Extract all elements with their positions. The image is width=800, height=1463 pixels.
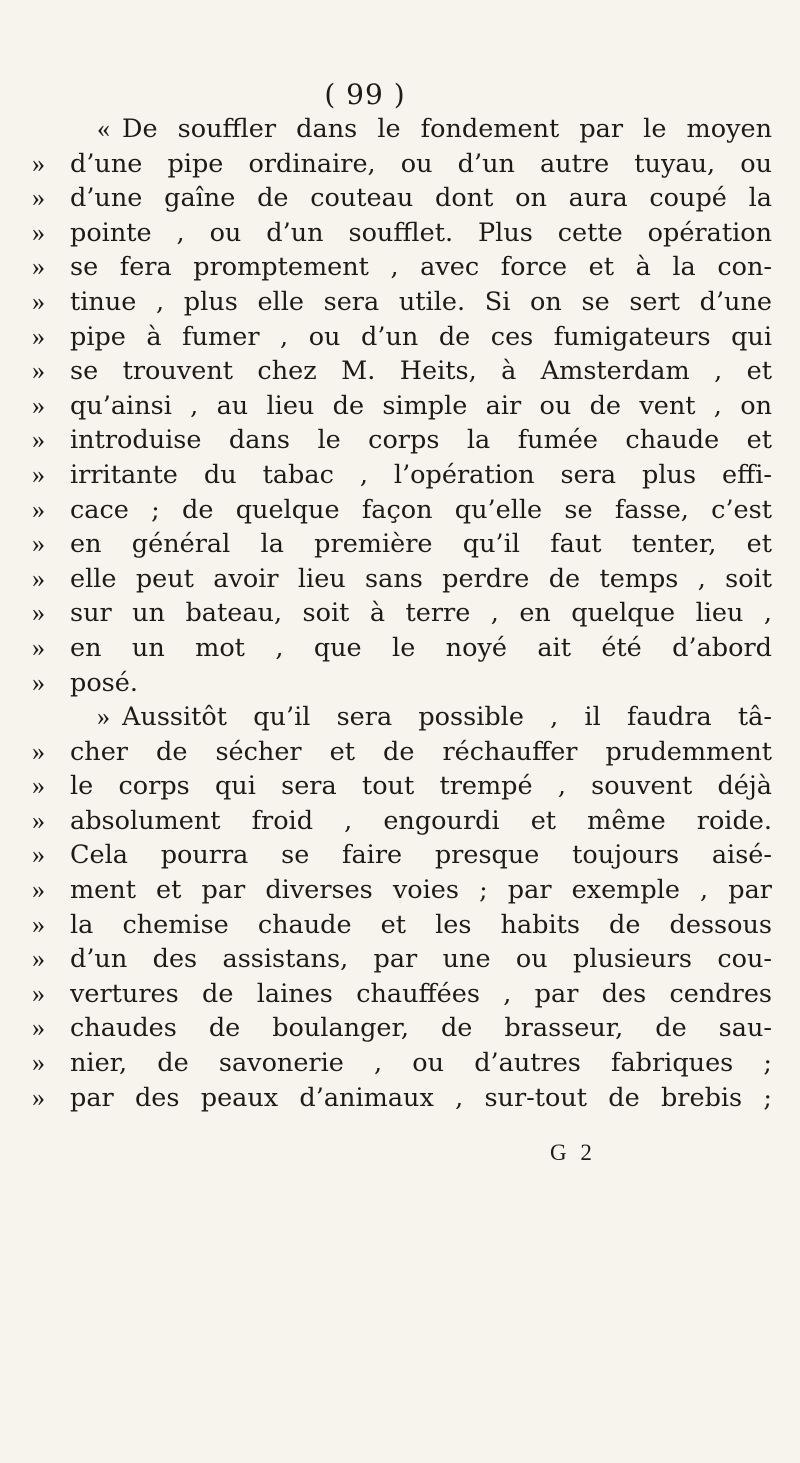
text-line bbox=[32, 389, 772, 424]
text-line bbox=[32, 320, 772, 355]
quote-marker: » bbox=[97, 702, 110, 732]
line-text: nier, de savonerie , ou d’autres fabriques ; bbox=[70, 1048, 772, 1079]
quote-marker: » bbox=[32, 736, 45, 766]
text-line bbox=[32, 666, 772, 701]
line-text: pointe , ou d’un soufflet. Plus cette opération bbox=[70, 217, 772, 248]
text-line bbox=[32, 873, 772, 908]
quote-marker: » bbox=[32, 286, 45, 316]
text-line bbox=[32, 1046, 772, 1081]
line-text: d’une gaîne de couteau dont on aura coupé la bbox=[70, 183, 772, 214]
quote-marker: » bbox=[32, 805, 45, 835]
body-text bbox=[32, 112, 772, 1115]
quote-marker: » bbox=[32, 875, 45, 905]
line-text: Cela pourra se faire presque toujours aisé- bbox=[70, 840, 772, 871]
quote-marker: » bbox=[32, 944, 45, 974]
line-text: qu’ainsi , au lieu de simple air ou de vent , on bbox=[70, 390, 772, 421]
line-text: en un mot , que le noyé ait été d’abord bbox=[70, 632, 772, 663]
line-text: absolument froid , engourdi et même roide. bbox=[70, 805, 772, 836]
text-line bbox=[32, 1081, 772, 1116]
text-line bbox=[32, 216, 772, 251]
line-text: Aussitôt qu’il sera possible , il faudra tâ- bbox=[122, 702, 772, 733]
line-text: posé. bbox=[70, 667, 138, 698]
quote-marker: » bbox=[32, 563, 45, 593]
line-text: chaudes de boulanger, de brasseur, de sau- bbox=[70, 1013, 772, 1044]
text-line bbox=[32, 838, 772, 873]
text-line bbox=[32, 354, 772, 389]
text-line bbox=[32, 112, 772, 147]
line-text: vertures de laines chauffées , par des cendres bbox=[70, 978, 772, 1009]
quote-marker: » bbox=[32, 978, 45, 1008]
line-text: elle peut avoir lieu sans perdre de temps , soit bbox=[70, 563, 772, 594]
line-text: d’une pipe ordinaire, ou d’un autre tuyau, ou bbox=[70, 148, 772, 179]
line-text: la chemise chaude et les habits de dessous bbox=[70, 909, 772, 940]
signature-mark: G 2 bbox=[550, 1140, 596, 1165]
quote-marker: » bbox=[32, 1048, 45, 1078]
line-text: se fera promptement , avec force et à la con- bbox=[70, 252, 772, 283]
quote-marker: » bbox=[32, 909, 45, 939]
text-line bbox=[32, 804, 772, 839]
line-text: ment et par diverses voies ; par exemple , par bbox=[70, 875, 772, 906]
quote-marker: « bbox=[97, 114, 110, 143]
text-line bbox=[32, 458, 772, 493]
quote-marker: » bbox=[32, 494, 45, 524]
line-text: par des peaux d’animaux , sur-tout de brebis ; bbox=[70, 1082, 772, 1113]
line-text: d’un des assistans, par une ou plusieurs cou- bbox=[70, 944, 772, 975]
quote-marker: » bbox=[32, 425, 45, 455]
text-line bbox=[32, 700, 772, 735]
quote-marker: » bbox=[32, 321, 45, 351]
text-line bbox=[32, 942, 772, 977]
text-line bbox=[32, 977, 772, 1012]
line-text: De souffler dans le fondement par le moyen bbox=[122, 114, 772, 144]
text-line bbox=[32, 423, 772, 458]
quote-marker: » bbox=[32, 840, 45, 870]
text-line bbox=[32, 250, 772, 285]
line-text: pipe à fumer , ou d’un de ces fumigateurs qui bbox=[70, 321, 772, 352]
quote-marker: » bbox=[32, 390, 45, 420]
text-line bbox=[32, 908, 772, 943]
quote-marker: » bbox=[32, 529, 45, 559]
quote-marker: » bbox=[32, 217, 45, 247]
line-text: cace ; de quelque façon qu’elle se fasse, c’est bbox=[70, 494, 772, 525]
text-line bbox=[32, 181, 772, 216]
line-text: sur un bateau, soit à terre , en quelque lieu , bbox=[70, 598, 772, 629]
line-text: en général la première qu’il faut tenter, et bbox=[70, 529, 772, 560]
text-line bbox=[32, 147, 772, 182]
text-line bbox=[32, 735, 772, 770]
text-line bbox=[32, 596, 772, 631]
text-line bbox=[32, 527, 772, 562]
quote-marker: » bbox=[32, 356, 45, 386]
quote-marker: » bbox=[32, 667, 45, 697]
text-line bbox=[32, 562, 772, 597]
quote-marker: » bbox=[32, 1013, 45, 1043]
line-text: introduise dans le corps la fumée chaude et bbox=[70, 425, 772, 456]
text-line bbox=[32, 1011, 772, 1046]
text-line bbox=[32, 631, 772, 666]
quote-marker: » bbox=[32, 1082, 45, 1112]
text-line bbox=[32, 493, 772, 528]
quote-marker: » bbox=[32, 771, 45, 801]
quote-marker: » bbox=[32, 459, 45, 489]
page-number: ( 99 ) bbox=[324, 78, 406, 111]
quote-marker: » bbox=[32, 598, 45, 628]
line-text: irritante du tabac , l’opération sera plus effi- bbox=[70, 459, 772, 490]
line-text: le corps qui sera tout trempé , souvent déjà bbox=[70, 771, 772, 802]
quote-marker: » bbox=[32, 183, 45, 213]
quote-marker: » bbox=[32, 252, 45, 282]
text-line bbox=[32, 285, 772, 320]
line-text: se trouvent chez M. Heits, à Amsterdam , et bbox=[70, 356, 772, 387]
quote-marker: » bbox=[32, 148, 45, 178]
quote-marker: » bbox=[32, 632, 45, 662]
line-text: cher de sécher et de réchauffer prudemment bbox=[70, 736, 772, 767]
text-line bbox=[32, 769, 772, 804]
line-text: tinue , plus elle sera utile. Si on se sert d’une bbox=[70, 286, 772, 317]
